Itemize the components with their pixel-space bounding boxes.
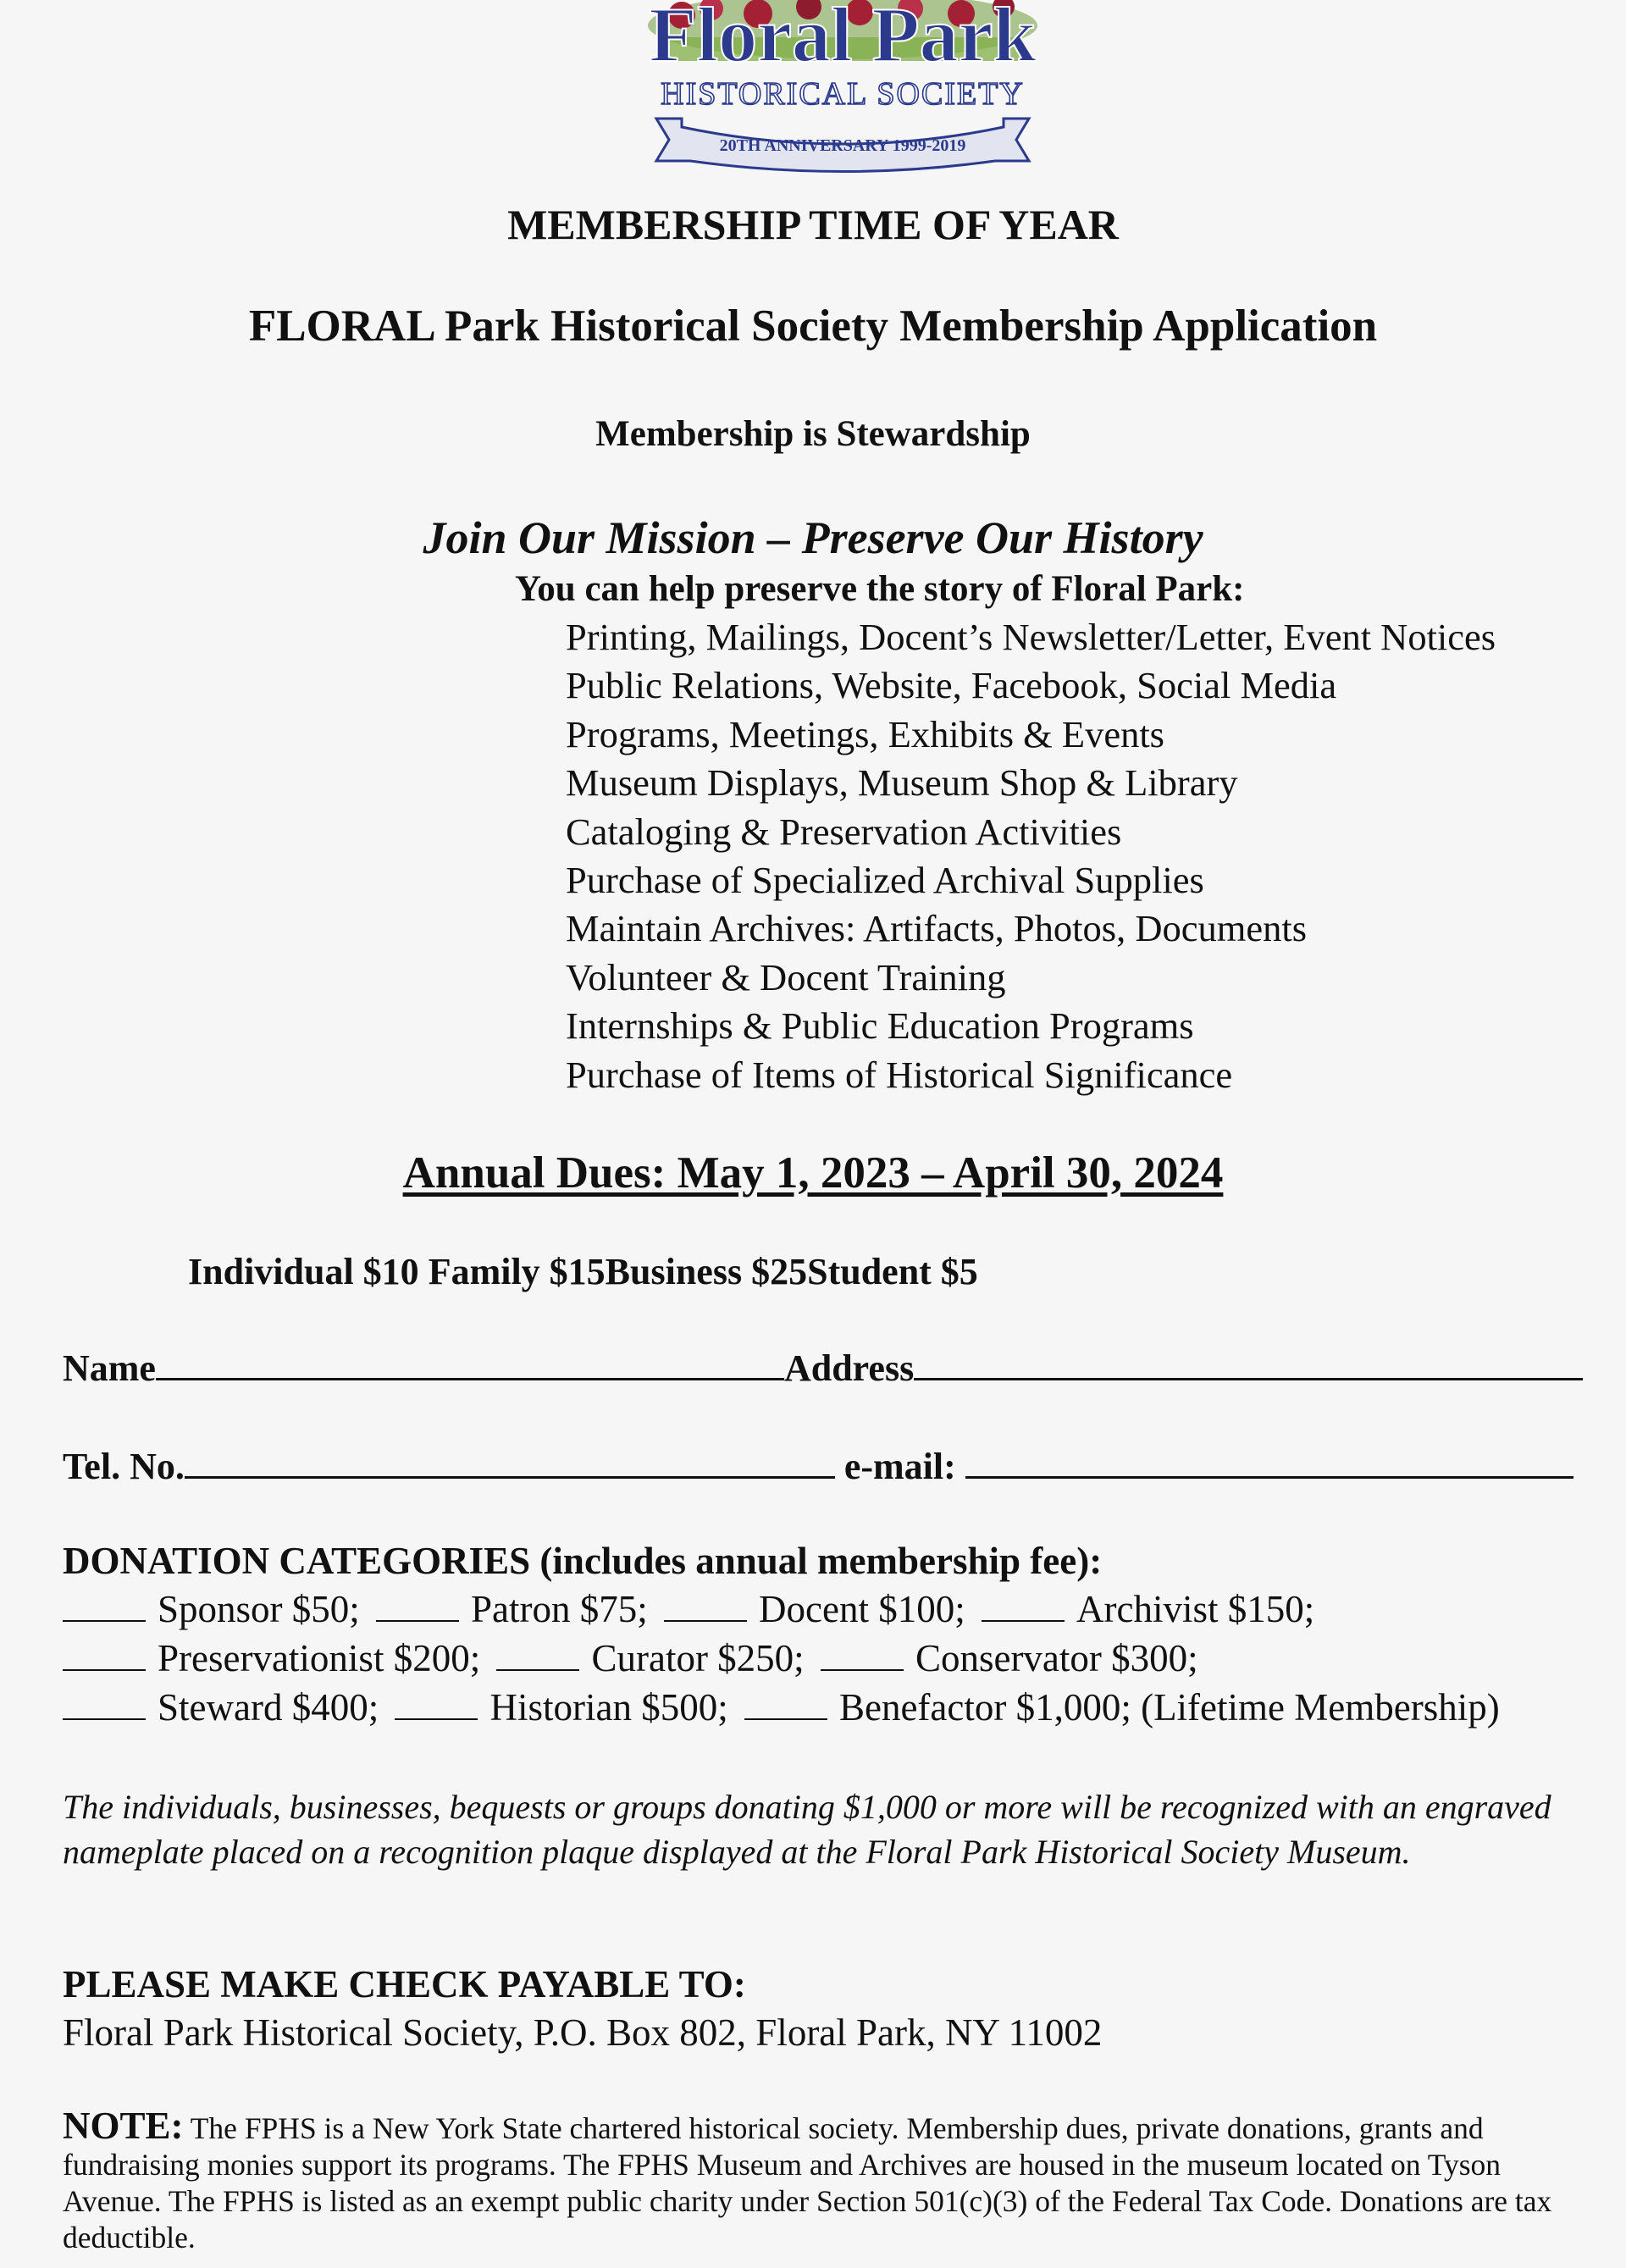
mission-heading: Join Our Mission – Preserve Our History [423,512,1203,563]
list-item: Internships & Public Education Programs [566,1004,1194,1048]
society-logo [631,0,1054,178]
tier-family-label: Family $15 [428,1251,606,1292]
donation-blank[interactable] [744,1691,827,1720]
donation-curator: Curator $250; [591,1637,805,1679]
name-field[interactable] [156,1353,784,1380]
list-item: Cataloging & Preservation Activities [566,810,1122,853]
list-item: Purchase of Specialized Archival Supplies [566,858,1204,901]
application-title: FLORAL Park Historical Society Membership Application [248,301,1378,351]
tier-business-label: Business $25 [605,1251,808,1292]
list-item: Purchase of Items of Historical Significance [566,1053,1233,1096]
list-item: Volunteer & Docent Training [566,955,1006,998]
payment-address: Floral Park Historical Society, P.O. Box 802, Floral Park, NY 11002 [63,2011,1103,2054]
email-label: e-mail: [843,1446,956,1487]
donation-steward: Steward $400; [158,1686,379,1729]
donation-blank[interactable] [63,1691,146,1720]
annual-dues-text: Annual Dues: May 1, 2023 – April 30, 2024 [402,1148,1224,1198]
donation-benefactor: Benefactor $1,000; (Lifetime Membership) [838,1686,1500,1729]
donation-patron: Patron $75; [471,1588,648,1630]
donation-blank[interactable] [395,1691,478,1720]
logo-name: Floral Park [649,0,1037,78]
donation-preservationist: Preservationist $200; [158,1637,481,1679]
dues-tiers [188,1250,978,1293]
list-item: Programs, Meetings, Exhibits & Events [566,712,1165,755]
tier-individual-label: Individual $10 [188,1251,419,1292]
page-title: MEMBERSHIP TIME OF YEAR [507,201,1119,248]
donation-archivist: Archivist $150; [1076,1588,1315,1630]
note-text: The FPHS is a New York State chartered historical society. Membership dues, private donations, grants and fundraising monies support its programs. The FPHS Museum and Archives are housed in the museum located on Tyson Avenue. The FPHS is listed as an exempt public charity under Section 501(c)(3) of the Federal Tax Code. Donations are tax deductible. [63,2111,1552,2254]
footer-note [63,2105,1579,2256]
help-intro: You can help preserve the story of Floral Park: [515,569,1245,609]
address-field[interactable] [914,1353,1583,1380]
list-item: Maintain Archives: Artifacts, Photos, Documents [566,907,1308,950]
donation-sponsor: Sponsor $50; [158,1588,360,1630]
donation-row [63,1587,1314,1631]
donation-row [63,1685,1500,1729]
note-label: NOTE: [63,2105,184,2147]
donation-blank[interactable] [376,1593,459,1622]
tel-label: Tel. No. [63,1446,185,1487]
tagline: Membership is Stewardship [595,414,1031,454]
tel-email-row [63,1445,1573,1488]
recognition-note: The individuals, businesses, bequests or groups donating $1,000 or more will be recognized with an engraved nameplate placed on a recognition plaque displayed at the Floral Park Historical Society Museum. [63,1788,1551,1871]
address-label: Address [783,1347,915,1389]
annual-dues-heading [0,1148,1626,1198]
donation-conservator: Conservator $300; [915,1637,1198,1679]
donation-row [63,1636,1198,1680]
donation-heading: DONATION CATEGORIES (includes annual membership fee): [63,1540,1103,1582]
list-item: Printing, Mailings, Docent’s Newsletter/Letter, Event Notices [566,616,1496,658]
logo-subtitle: HISTORICAL SOCIETY [661,76,1025,112]
tier-student-label: Student $5 [807,1251,978,1292]
payment-heading: PLEASE MAKE CHECK PAYABLE TO: [63,1963,746,2005]
donation-blank[interactable] [821,1642,904,1671]
donation-blank[interactable] [63,1593,146,1622]
help-list [566,613,1496,1099]
donation-blank[interactable] [63,1642,146,1671]
name-label: Name [63,1347,156,1389]
logo-ribbon: 20TH ANNIVERSARY 1999-2019 [719,136,966,155]
email-field[interactable] [965,1451,1573,1479]
list-item: Museum Displays, Museum Shop & Library [566,761,1238,805]
donation-blank[interactable] [496,1642,579,1671]
list-item: Public Relations, Website, Facebook, Social Media [566,664,1337,707]
donation-historian: Historian $500; [489,1686,728,1729]
tel-field[interactable] [185,1451,835,1479]
donation-blank[interactable] [982,1593,1065,1622]
donation-docent: Docent $100; [759,1588,965,1630]
name-address-row [63,1347,1583,1390]
donation-blank[interactable] [664,1593,747,1622]
